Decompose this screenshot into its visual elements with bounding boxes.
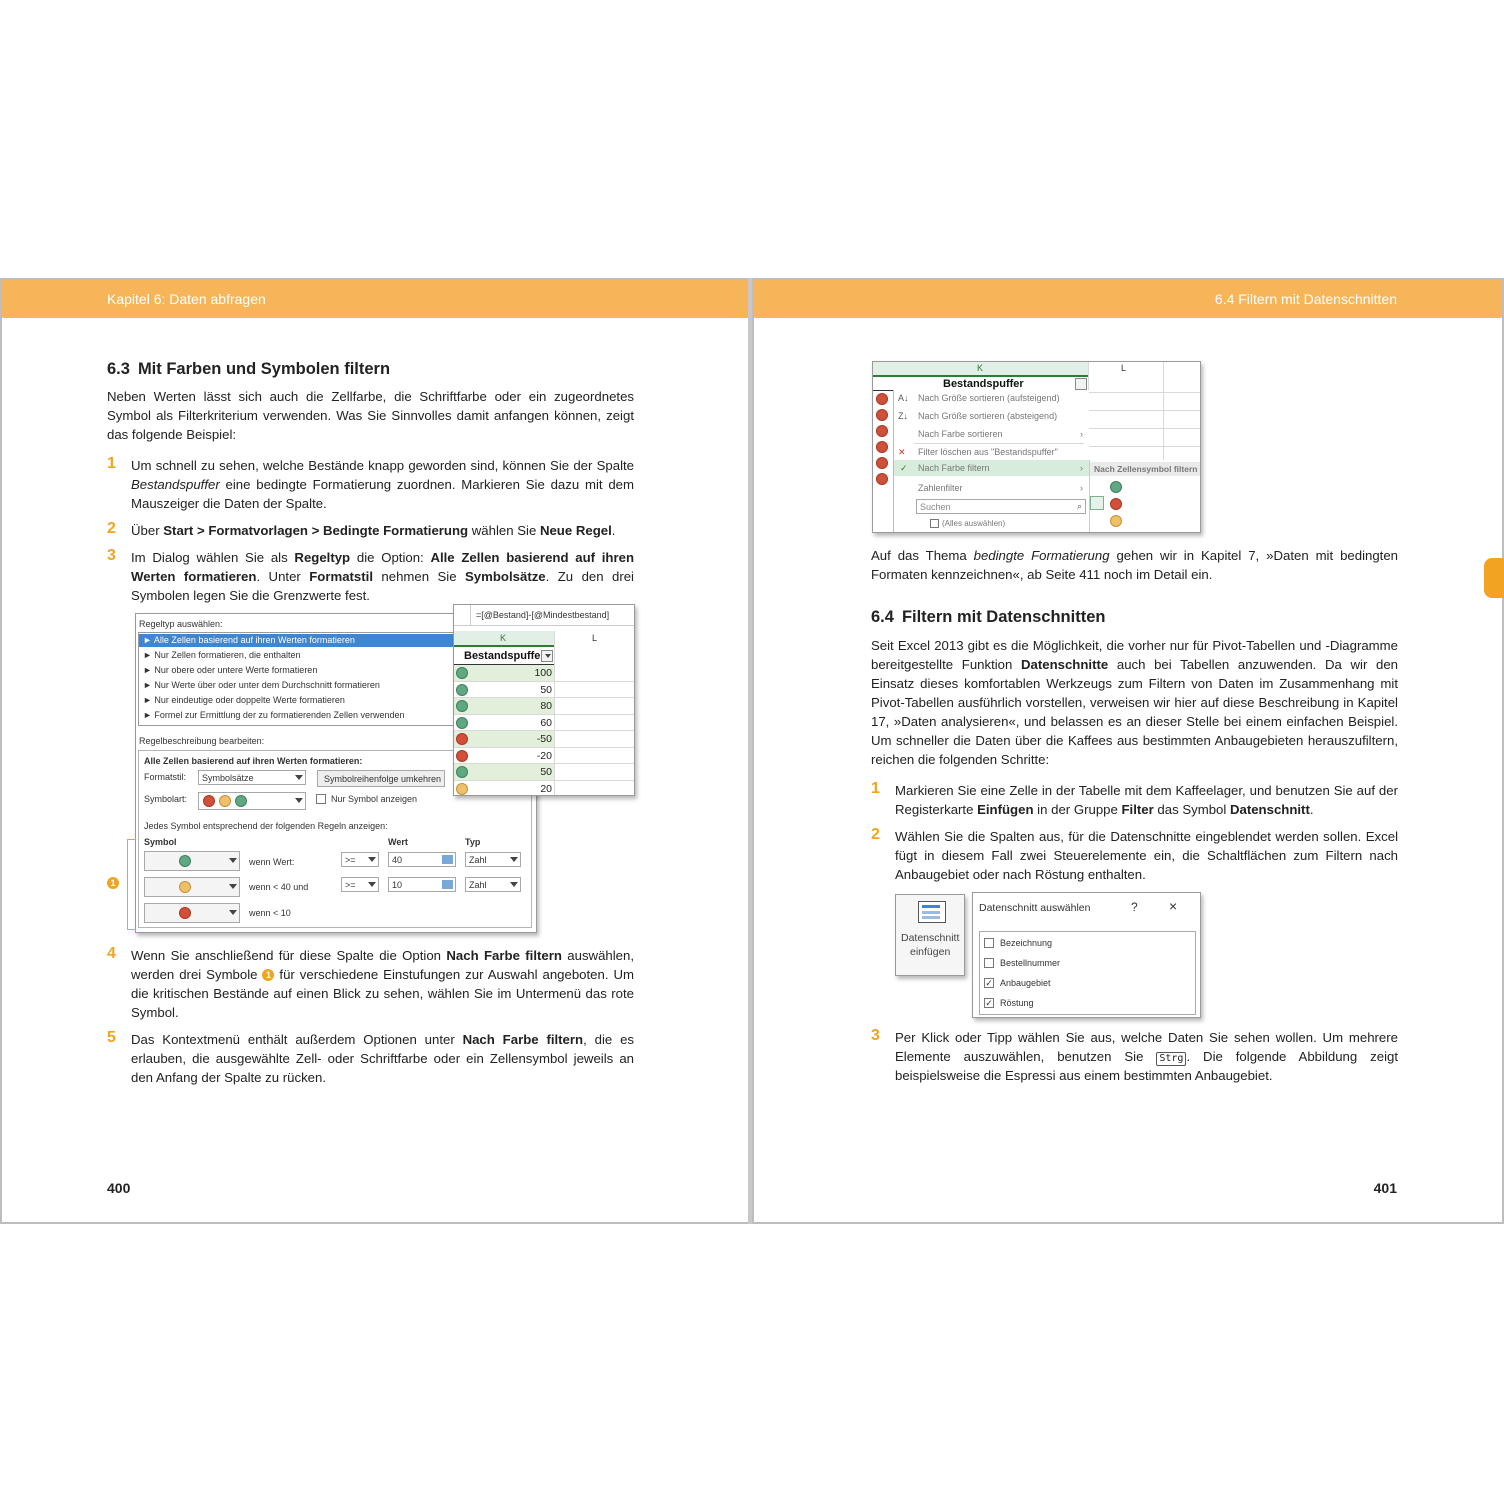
selected-check-icon xyxy=(1090,496,1104,510)
section-heading-6-4: 6.4 Filtern mit Datenschnitten xyxy=(871,608,1106,626)
rule-type-option[interactable]: ► Nur obere oder untere Werte formatieren xyxy=(143,665,318,675)
insert-slicer-button[interactable]: Datenschnitt einfügen xyxy=(895,894,965,976)
operator-dropdown[interactable]: >= xyxy=(341,877,379,892)
rule-type-option[interactable]: ► Nur Zellen formatieren, die enthalten xyxy=(143,650,301,660)
regelbeschreibung-label: Regelbeschreibung bearbeiten: xyxy=(139,736,265,746)
chevron-down-icon xyxy=(510,882,518,887)
submenu-arrow-icon: › xyxy=(1080,463,1083,473)
sheet-row[interactable] xyxy=(454,715,634,732)
rule-type-option[interactable]: ► Nur Werte über oder unter dem Durchschnitt formatieren xyxy=(143,680,380,690)
green-circle-icon xyxy=(456,684,468,696)
red-circle-icon xyxy=(456,750,468,762)
step-3: 3 Im Dialog wählen Sie als Regeltyp die Option: Alle Zellen basierend auf ihren Werten formatieren. Unter Formatstil nehmen Sie Symbolsätze. Zu den drei Symbolen legen Sie die Grenzwerte fest. xyxy=(107,547,634,603)
step-2: 2 Über Start > Formatvorlagen > Bedingte Formatierung wählen Sie Neue Regel. xyxy=(107,520,616,538)
green-circle-icon xyxy=(456,700,468,712)
menu-item-filter-color[interactable]: ✓ Nach Farbe filtern › xyxy=(894,460,1089,476)
color-submenu xyxy=(1089,460,1201,532)
clear-filter-icon: ✕ xyxy=(898,447,906,457)
select-all-checkbox[interactable] xyxy=(930,519,939,528)
chevron-down-icon xyxy=(545,654,551,658)
step-4: 4 Wenn Sie anschließend für diese Spalte die Option Nach Farbe filtern auswählen, werden drei Symbole 1 für verschiedene Einstufungen zur Auswahl angeboten. Um die kritischen Bestände auf einen Blick zu sehen, wählen Sie im Untermenü das rote Symbol. xyxy=(107,945,635,1020)
green-circle-icon xyxy=(456,717,468,729)
table-header-cell[interactable]: Bestandspuffer xyxy=(873,377,1088,391)
section-heading-6-3: 6.3 Mit Farben und Symbolen filtern xyxy=(107,360,391,378)
symbol-dropdown[interactable] xyxy=(144,903,240,923)
submenu-arrow-icon: › xyxy=(1080,483,1083,493)
filter-context-menu xyxy=(893,390,1089,532)
right-running-header: 6.4 Filtern mit Datenschnitten xyxy=(1214,291,1397,307)
green-circle-icon xyxy=(456,667,468,679)
column-k-header[interactable]: K xyxy=(454,631,554,647)
search-icon: ⌕ xyxy=(1076,501,1082,511)
slicer-intro-paragraph: Seit Excel 2013 gibt es die Möglichkeit, die vorher nur für Pivot-Tabellen und -Diagramme bereitgestellte Funktion Datenschnitte auch bei Tabellen anzuwenden. Da wir den Einsatz dieses komfortablen Werkzeugs zum Filtern von Daten im Zusammenhang mit Pivot-Tabellen ausführlich vorstellen, verweisen wir hier auf diese Beschreibung in Kapitel 17, »Daten analysieren«, und belassen es an dieser Stelle bei einem einfachen Beispiel. Um schneller die Daten über die Kaffees aus bestimmten Anbaugebieten herauszufiltern, reichen die folgenden Schritte: xyxy=(871,638,1399,767)
page-number-left: 400 xyxy=(107,1180,131,1196)
red-circle-icon xyxy=(876,473,888,485)
cell-highlight xyxy=(454,698,554,715)
red-circle-icon xyxy=(876,409,888,421)
callout-badge: 1 xyxy=(107,877,119,889)
formatting-reference-paragraph: Auf das Thema bedingte Formatierung gehen wir in Kapitel 7, »Daten mit bedingten Formaten kennzeichnen«, ab Seite 411 noch im Detail ein. xyxy=(871,548,1398,582)
yellow-circle-icon xyxy=(179,881,191,893)
filter-search-input[interactable]: Suchen ⌕ xyxy=(916,499,1086,514)
rule-condition: wenn Wert: xyxy=(249,857,295,867)
field-checkbox-checked[interactable]: ✓ xyxy=(985,998,993,1008)
regeltyp-label: Regeltyp auswählen: xyxy=(139,619,223,629)
field-checkbox-checked[interactable]: ✓ xyxy=(985,978,993,988)
step-3-right: 3 Per Klick oder Tipp wählen Sie aus, welche Daten Sie sehen wollen. Um mehrere Elemente auszuwählen, benutzen Sie Strg . Die folgende Abbildung zeigt beispielsweise die Espressi aus einem bestimmten Anbaugebiet. xyxy=(871,1027,1398,1083)
right-page xyxy=(752,278,1504,1224)
red-circle-icon xyxy=(456,733,468,745)
formula-bar xyxy=(454,605,634,626)
field-label: Röstung xyxy=(1000,998,1034,1008)
red-circle-icon xyxy=(876,425,888,437)
range-picker-icon[interactable] xyxy=(442,855,453,864)
menu-item-sort-color[interactable]: Nach Farbe sortieren xyxy=(918,429,1003,439)
left-running-header: Kapitel 6: Daten abfragen xyxy=(107,291,266,307)
range-picker-icon[interactable] xyxy=(442,880,453,889)
sort-desc-icon: Z↓ xyxy=(898,411,908,421)
value-input[interactable]: 10 xyxy=(388,877,456,892)
close-icon[interactable]: × xyxy=(1169,898,1178,914)
dialog-title: Datenschnitt auswählen xyxy=(979,902,1091,914)
field-checkbox[interactable] xyxy=(984,938,994,948)
callout-bracket xyxy=(127,839,136,930)
cell-value: 80 xyxy=(540,700,552,712)
rule-type-option[interactable]: ► Nur eindeutige oder doppelte Werte formatieren xyxy=(143,695,345,705)
cell-value: -50 xyxy=(536,733,552,745)
strg-key: Strg xyxy=(1156,1052,1186,1066)
yellow-circle-icon xyxy=(456,783,468,795)
chevron-down-icon xyxy=(368,882,376,887)
intro-paragraph: Neben Werten lässt sich auch die Zellfarbe, die Schriftfarbe oder ein zugeordnetes Symbol als Filterkriterium verwenden. Was Sie Sinnvolles damit anfangen können, zeigt das folgende Beispiel: xyxy=(107,389,634,442)
rule-type-list[interactable] xyxy=(138,632,456,726)
step-2-right: 2 Wählen Sie die Spalten aus, für die Datenschnitte eingeblendet werden sollen. Excel fügt in diesem Fall zwei Steuerelemente ein, die Schaltflächen zum Filtern nach Anbaugebiet oder nach Röstung enthalten. xyxy=(871,826,1398,882)
column-l-header[interactable]: L xyxy=(592,633,598,643)
red-circle-icon xyxy=(876,457,888,469)
chevron-down-icon xyxy=(229,884,237,889)
column-l-header[interactable]: L xyxy=(1121,363,1127,373)
menu-item-clear-filter[interactable]: Filter löschen aus "Bestandspuffer" xyxy=(918,447,1058,457)
operator-dropdown[interactable]: >= xyxy=(341,852,379,867)
formatstil-label: Formatstil: xyxy=(144,772,187,782)
only-symbol-label: Nur Symbol anzeigen xyxy=(331,794,418,804)
cell-highlight xyxy=(454,682,554,699)
red-circle-icon xyxy=(203,795,215,807)
green-circle-icon xyxy=(235,795,247,807)
green-circle-icon xyxy=(456,766,468,778)
menu-item-sort-desc[interactable]: Nach Größe sortieren (absteigend) xyxy=(918,411,1058,421)
filter-dropdown-button[interactable] xyxy=(541,650,553,662)
slicer-icon xyxy=(918,901,946,923)
chevron-down-icon xyxy=(229,858,237,863)
filter-menu-screenshot xyxy=(872,361,1201,533)
rule-type-option[interactable]: ► Formel zur Ermittlung der zu formatierenden Zellen verwenden xyxy=(143,710,405,720)
chevron-down-icon xyxy=(295,798,303,803)
cell-value: 60 xyxy=(540,716,552,729)
red-circle-icon xyxy=(876,441,888,453)
page-number-right: 401 xyxy=(1373,1180,1397,1196)
col-typ-header: Typ xyxy=(465,837,481,847)
red-circle-icon[interactable] xyxy=(1110,498,1122,510)
type-dropdown[interactable]: Zahl xyxy=(465,852,521,867)
cell-highlight xyxy=(454,715,554,732)
select-all-label: (Alles auswählen) xyxy=(942,519,1006,528)
check-icon: ✓ xyxy=(900,463,908,473)
symbolart-label: Symbolart: xyxy=(144,794,188,804)
formatstil-dropdown[interactable]: Symbolsätze xyxy=(198,770,306,785)
callout-badge: 1 xyxy=(262,969,274,981)
right-header-bar xyxy=(754,280,1502,318)
type-dropdown[interactable]: Zahl xyxy=(465,877,521,892)
cell-highlight xyxy=(454,781,554,797)
rule-condition: wenn < 10 xyxy=(249,908,291,918)
table-header-cell[interactable]: Bestandspuffe xyxy=(454,648,554,665)
chevron-down-icon xyxy=(229,910,237,915)
cell-value: 20 xyxy=(540,782,552,795)
col-wert-header: Wert xyxy=(388,837,408,847)
symbolart-dropdown[interactable] xyxy=(198,792,306,810)
cell-value: 100 xyxy=(534,667,552,679)
step-5: 5 Das Kontextmenü enthält außerdem Optionen unter Nach Farbe filtern, die es erlauben, die ausgewählte Zell- oder Schriftfarbe oder ein Zellensymbol jeweils an den Anfang der Spalte zu rücken. xyxy=(107,1029,634,1085)
sheet-row[interactable] xyxy=(454,781,634,797)
red-circle-icon xyxy=(179,907,191,919)
field-checkbox[interactable] xyxy=(984,958,994,968)
symbol-dropdown[interactable] xyxy=(144,877,240,897)
only-symbol-checkbox[interactable] xyxy=(316,794,326,804)
rule-type-option[interactable]: ► Alle Zellen basierend auf ihren Werten formatieren xyxy=(143,635,355,645)
step-1-right: 1 Markieren Sie eine Zelle in der Tabelle mit dem Kaffeelager, und benutzen Sie auf der Registerkarte Einfügen in der Gruppe Filter das Symbol Datenschnitt. xyxy=(871,780,1398,817)
rule-condition: wenn < 40 und xyxy=(249,882,309,892)
cell-highlight xyxy=(454,764,554,781)
sort-asc-icon: A↓ xyxy=(898,393,909,403)
menu-item-sort-asc[interactable]: Nach Größe sortieren (aufsteigend) xyxy=(918,393,1060,403)
field-label: Anbaugebiet xyxy=(1000,978,1051,988)
bestandspuffer-sheet xyxy=(453,604,635,796)
each-symbol-label: Jedes Symbol entsprechend der folgenden Regeln anzeigen: xyxy=(144,821,388,831)
yellow-circle-icon[interactable] xyxy=(1110,515,1122,527)
submenu-title-bar: Nach Zellensymbol filtern xyxy=(1090,462,1201,476)
submenu-arrow-icon: › xyxy=(1080,429,1083,439)
yellow-circle-icon xyxy=(219,795,231,807)
menu-item-number-filter[interactable]: Zahlenfilter xyxy=(918,483,963,493)
sheet-row[interactable] xyxy=(454,665,634,682)
chapter-thumb-tab xyxy=(1484,558,1504,598)
left-page xyxy=(0,278,752,1224)
help-icon[interactable]: ? xyxy=(1131,900,1138,914)
cell-value: -20 xyxy=(536,749,552,762)
sheet-row[interactable] xyxy=(454,764,634,781)
chevron-down-icon xyxy=(368,857,376,862)
cell-value: 50 xyxy=(540,683,552,696)
left-header-bar xyxy=(2,280,750,318)
red-circle-icon xyxy=(876,393,888,405)
value-input[interactable]: 40 xyxy=(388,852,456,867)
reverse-order-button[interactable]: Symbolreihenfolge umkehren xyxy=(317,770,445,787)
column-k-header[interactable]: K xyxy=(873,362,1088,377)
sheet-row[interactable] xyxy=(454,698,634,715)
green-circle-icon xyxy=(179,855,191,867)
formula-text: =[@Bestand]-[@Mindestbestand] xyxy=(476,610,610,620)
chevron-down-icon xyxy=(295,775,303,780)
slicer-select-dialog xyxy=(972,892,1201,1018)
symbol-dropdown[interactable] xyxy=(144,851,240,871)
chevron-down-icon xyxy=(510,857,518,862)
cell-value: 50 xyxy=(540,766,552,778)
field-label: Bezeichnung xyxy=(1000,938,1053,948)
step-1: 1 Um schnell zu sehen, welche Bestände knapp geworden sind, können Sie der Spalte Bestandspuffer eine bedingte Formatierung zuordnen. Markieren Sie dazu mit dem Mauszeiger die Daten der Spalte. xyxy=(107,455,634,511)
sheet-row[interactable] xyxy=(454,748,634,765)
field-label: Bestellnummer xyxy=(1000,958,1061,968)
sheet-row[interactable] xyxy=(454,682,634,699)
green-circle-icon[interactable] xyxy=(1110,481,1122,493)
filter-active-icon[interactable] xyxy=(1075,378,1087,390)
rule-heading: Alle Zellen basierend auf ihren Werten formatieren: xyxy=(144,756,363,766)
col-symbol-header: Symbol xyxy=(144,837,177,847)
sheet-row[interactable] xyxy=(454,731,634,748)
